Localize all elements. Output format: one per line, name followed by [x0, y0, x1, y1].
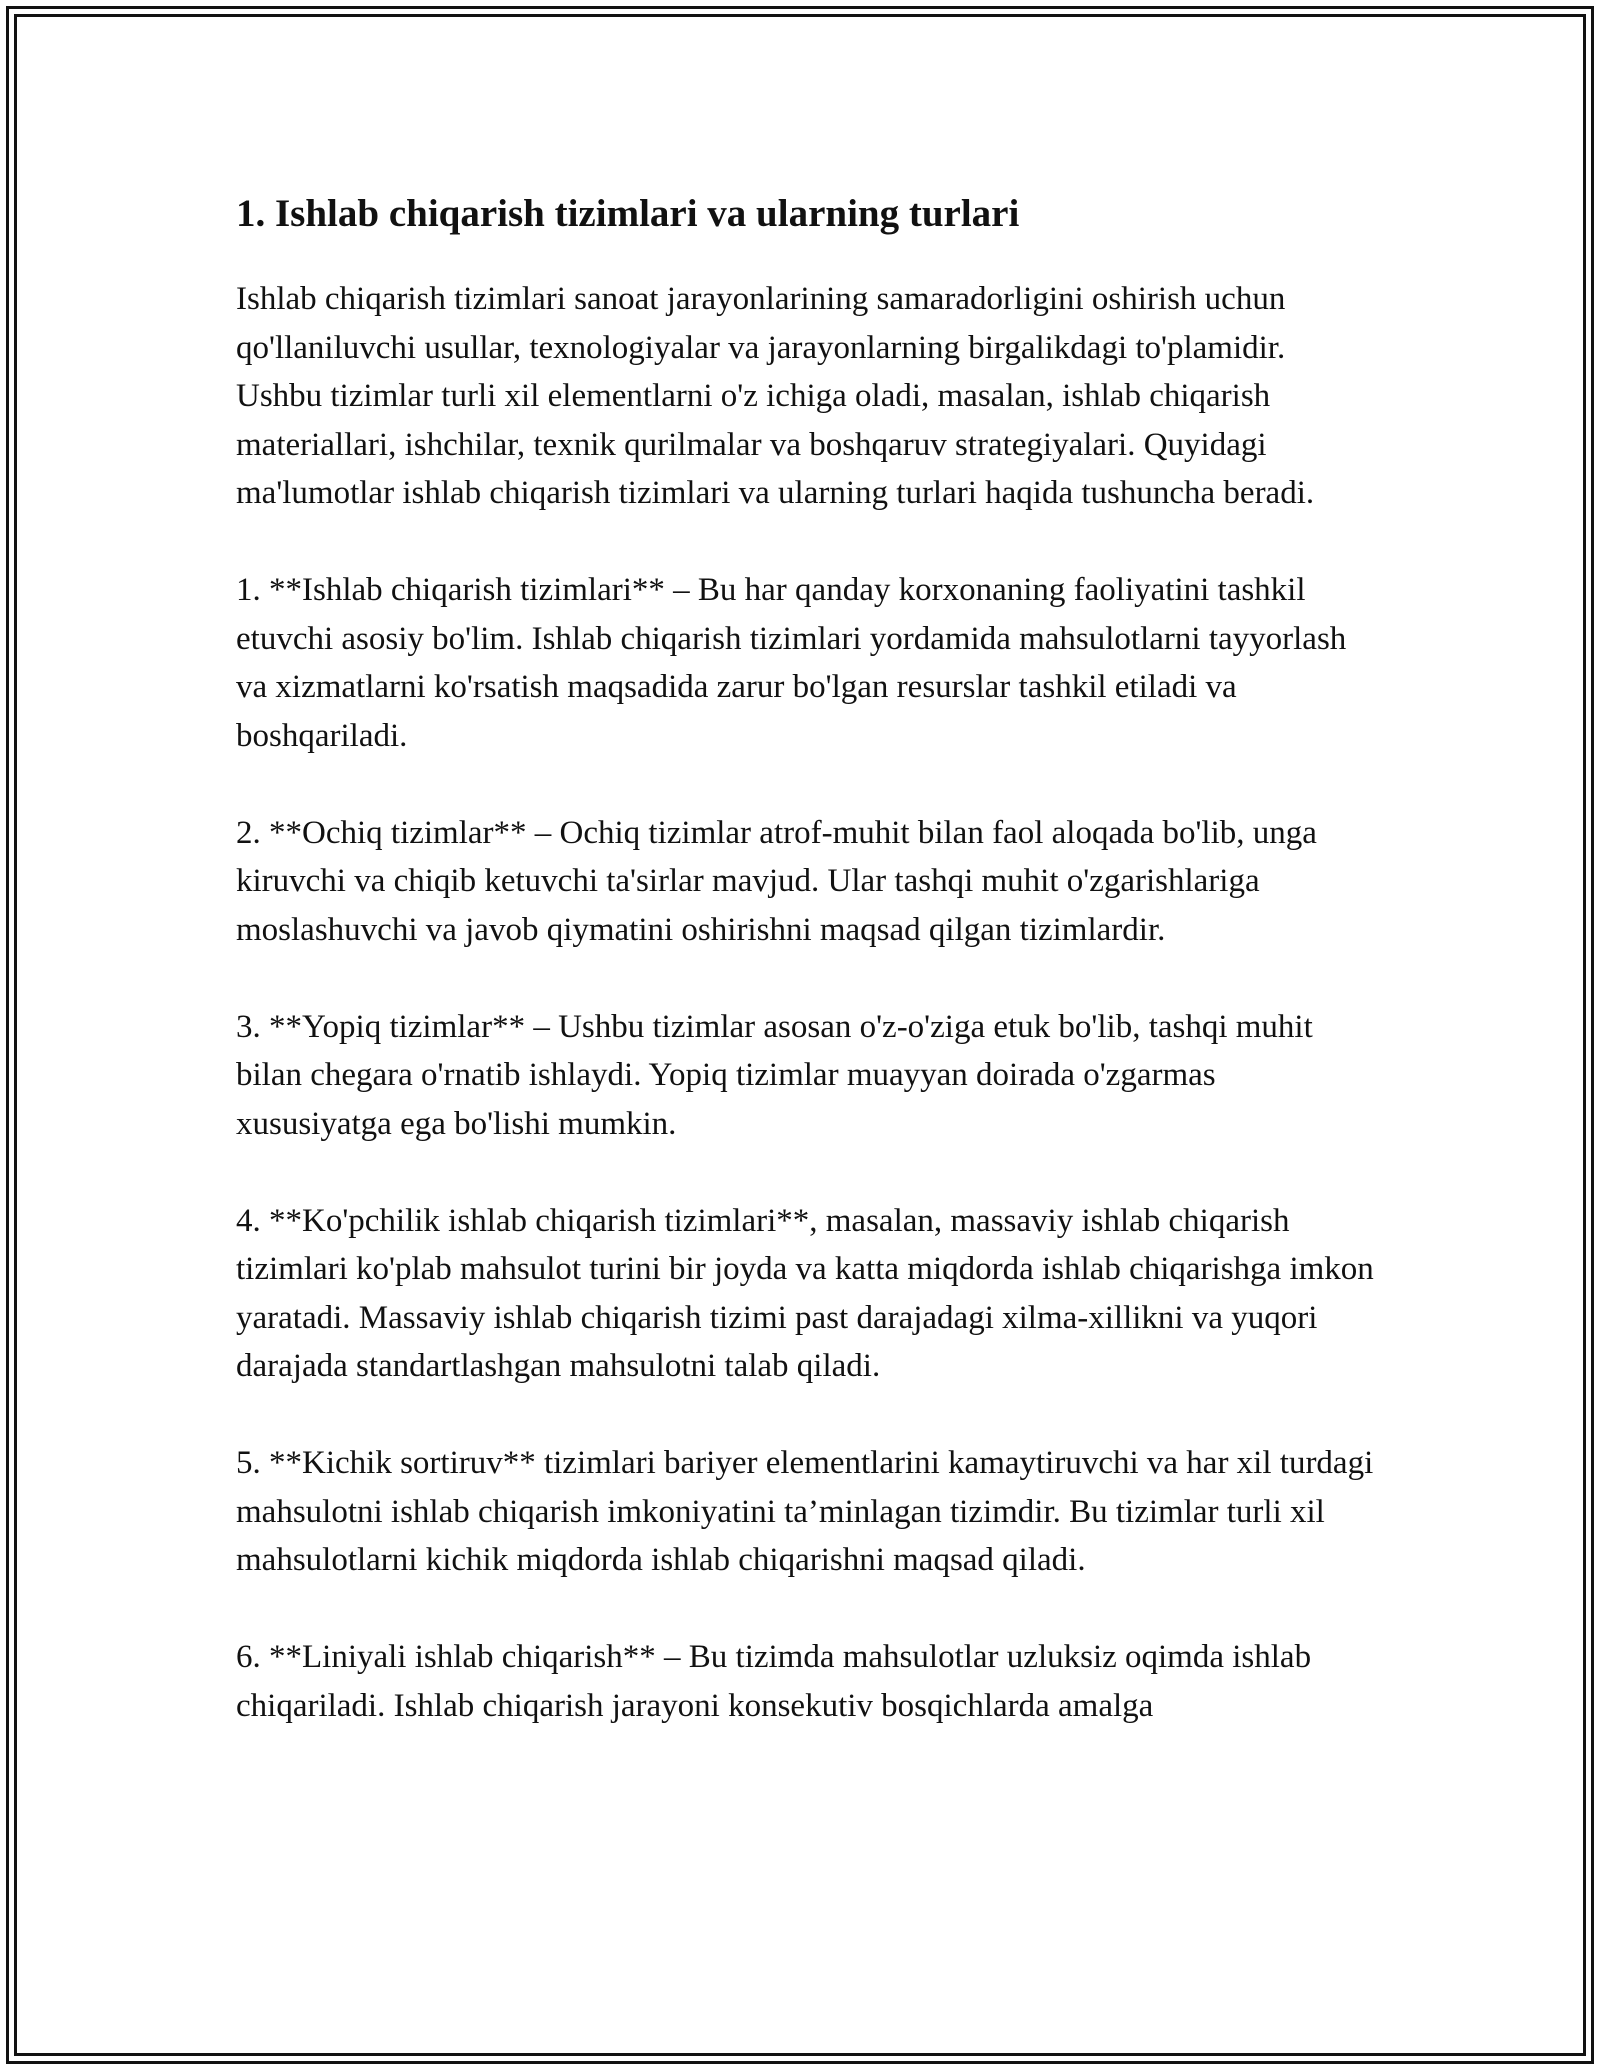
document-body [236, 183, 1376, 1730]
section-heading: 1. Ishlab chiqarish tizimlari va ularning turlari [236, 192, 1020, 235]
list-item-4-paragraph: 4. **Ko'pchilik ishlab chiqarish tizimlari**, masalan, massaviy ishlab chiqarish tizimlari ko'plab mahsulot turini bir joyda va katta miqdorda ishlab chiqarishga imkon yaratadi. Massaviy ishlab chiqarish tizimi past darajadagi xilma-xillikni va yuqori darajada standartlashgan mahsulotni talab qiladi. [236, 1202, 1374, 1384]
list-item-3-paragraph: 3. **Yopiq tizimlar** – Ushbu tizimlar asosan o'z-o'ziga etuk bo'lib, tashqi muhit bilan chegara o'rnatib ishlaydi. Yopiq tizimlar muayyan doirada o'zgarmas xususiyatga ega bo'lishi mumkin. [236, 1008, 1313, 1142]
list-item-5-paragraph: 5. **Kichik sortiruv** tizimlari bariyer elementlarini kamaytiruvchi va har xil turdagi mahsulotni ishlab chiqarish imkoniyatini ta’minlagan tizimdir. Bu tizimlar turli xil mahsulotlarni kichik miqdorda ishlab chiqarishni maqsad qiladi. [236, 1445, 1374, 1578]
list-item-6-paragraph: 6. **Liniyali ishlab chiqarish** – Bu tizimda mahsulotlar uzluksiz oqimda ishlab chiqariladi. Ishlab chiqarish jarayoni konsekutiv bosqichlarda amalga [236, 1639, 1312, 1724]
intro-paragraph: Ishlab chiqarish tizimlari sanoat jarayonlarining samaradorligini oshirish uchun qo'llaniluvchi usullar, texnologiyalar va jarayonlarning birgalikdagi to'plamidir. Ushbu tizimlar turli xil elementlarni o'z ichiga oladi, masalan, ishlab chiqarish materiallari, ishchilar, texnik qurilmalar va boshqaruv strategiyalari. Quyidagi ma'lumotlar ishlab chiqarish tizimlari va ularning turlari haqida tushuncha beradi. [236, 281, 1315, 511]
list-item-2-paragraph: 2. **Ochiq tizimlar** – Ochiq tizimlar atrof-muhit bilan faol aloqada bo'lib, unga kiruvchi va chiqib ketuvchi ta'sirlar mavjud. Ular tashqi muhit o'zgarishlariga moslashuvchi va javob qiymatini oshirishni maqsad qilgan tizimlardir. [236, 814, 1317, 948]
list-item-1-paragraph: 1. **Ishlab chiqarish tizimlari** – Bu har qanday korxonaning faoliyatini tashkil etuvchi asosiy bo'lim. Ishlab chiqarish tizimlari yordamida mahsulotlarni tayyorlash va xizmatlarni ko'rsatish maqsadida zarur bo'lgan resurslar tashkil etiladi va boshqariladi. [236, 572, 1347, 754]
